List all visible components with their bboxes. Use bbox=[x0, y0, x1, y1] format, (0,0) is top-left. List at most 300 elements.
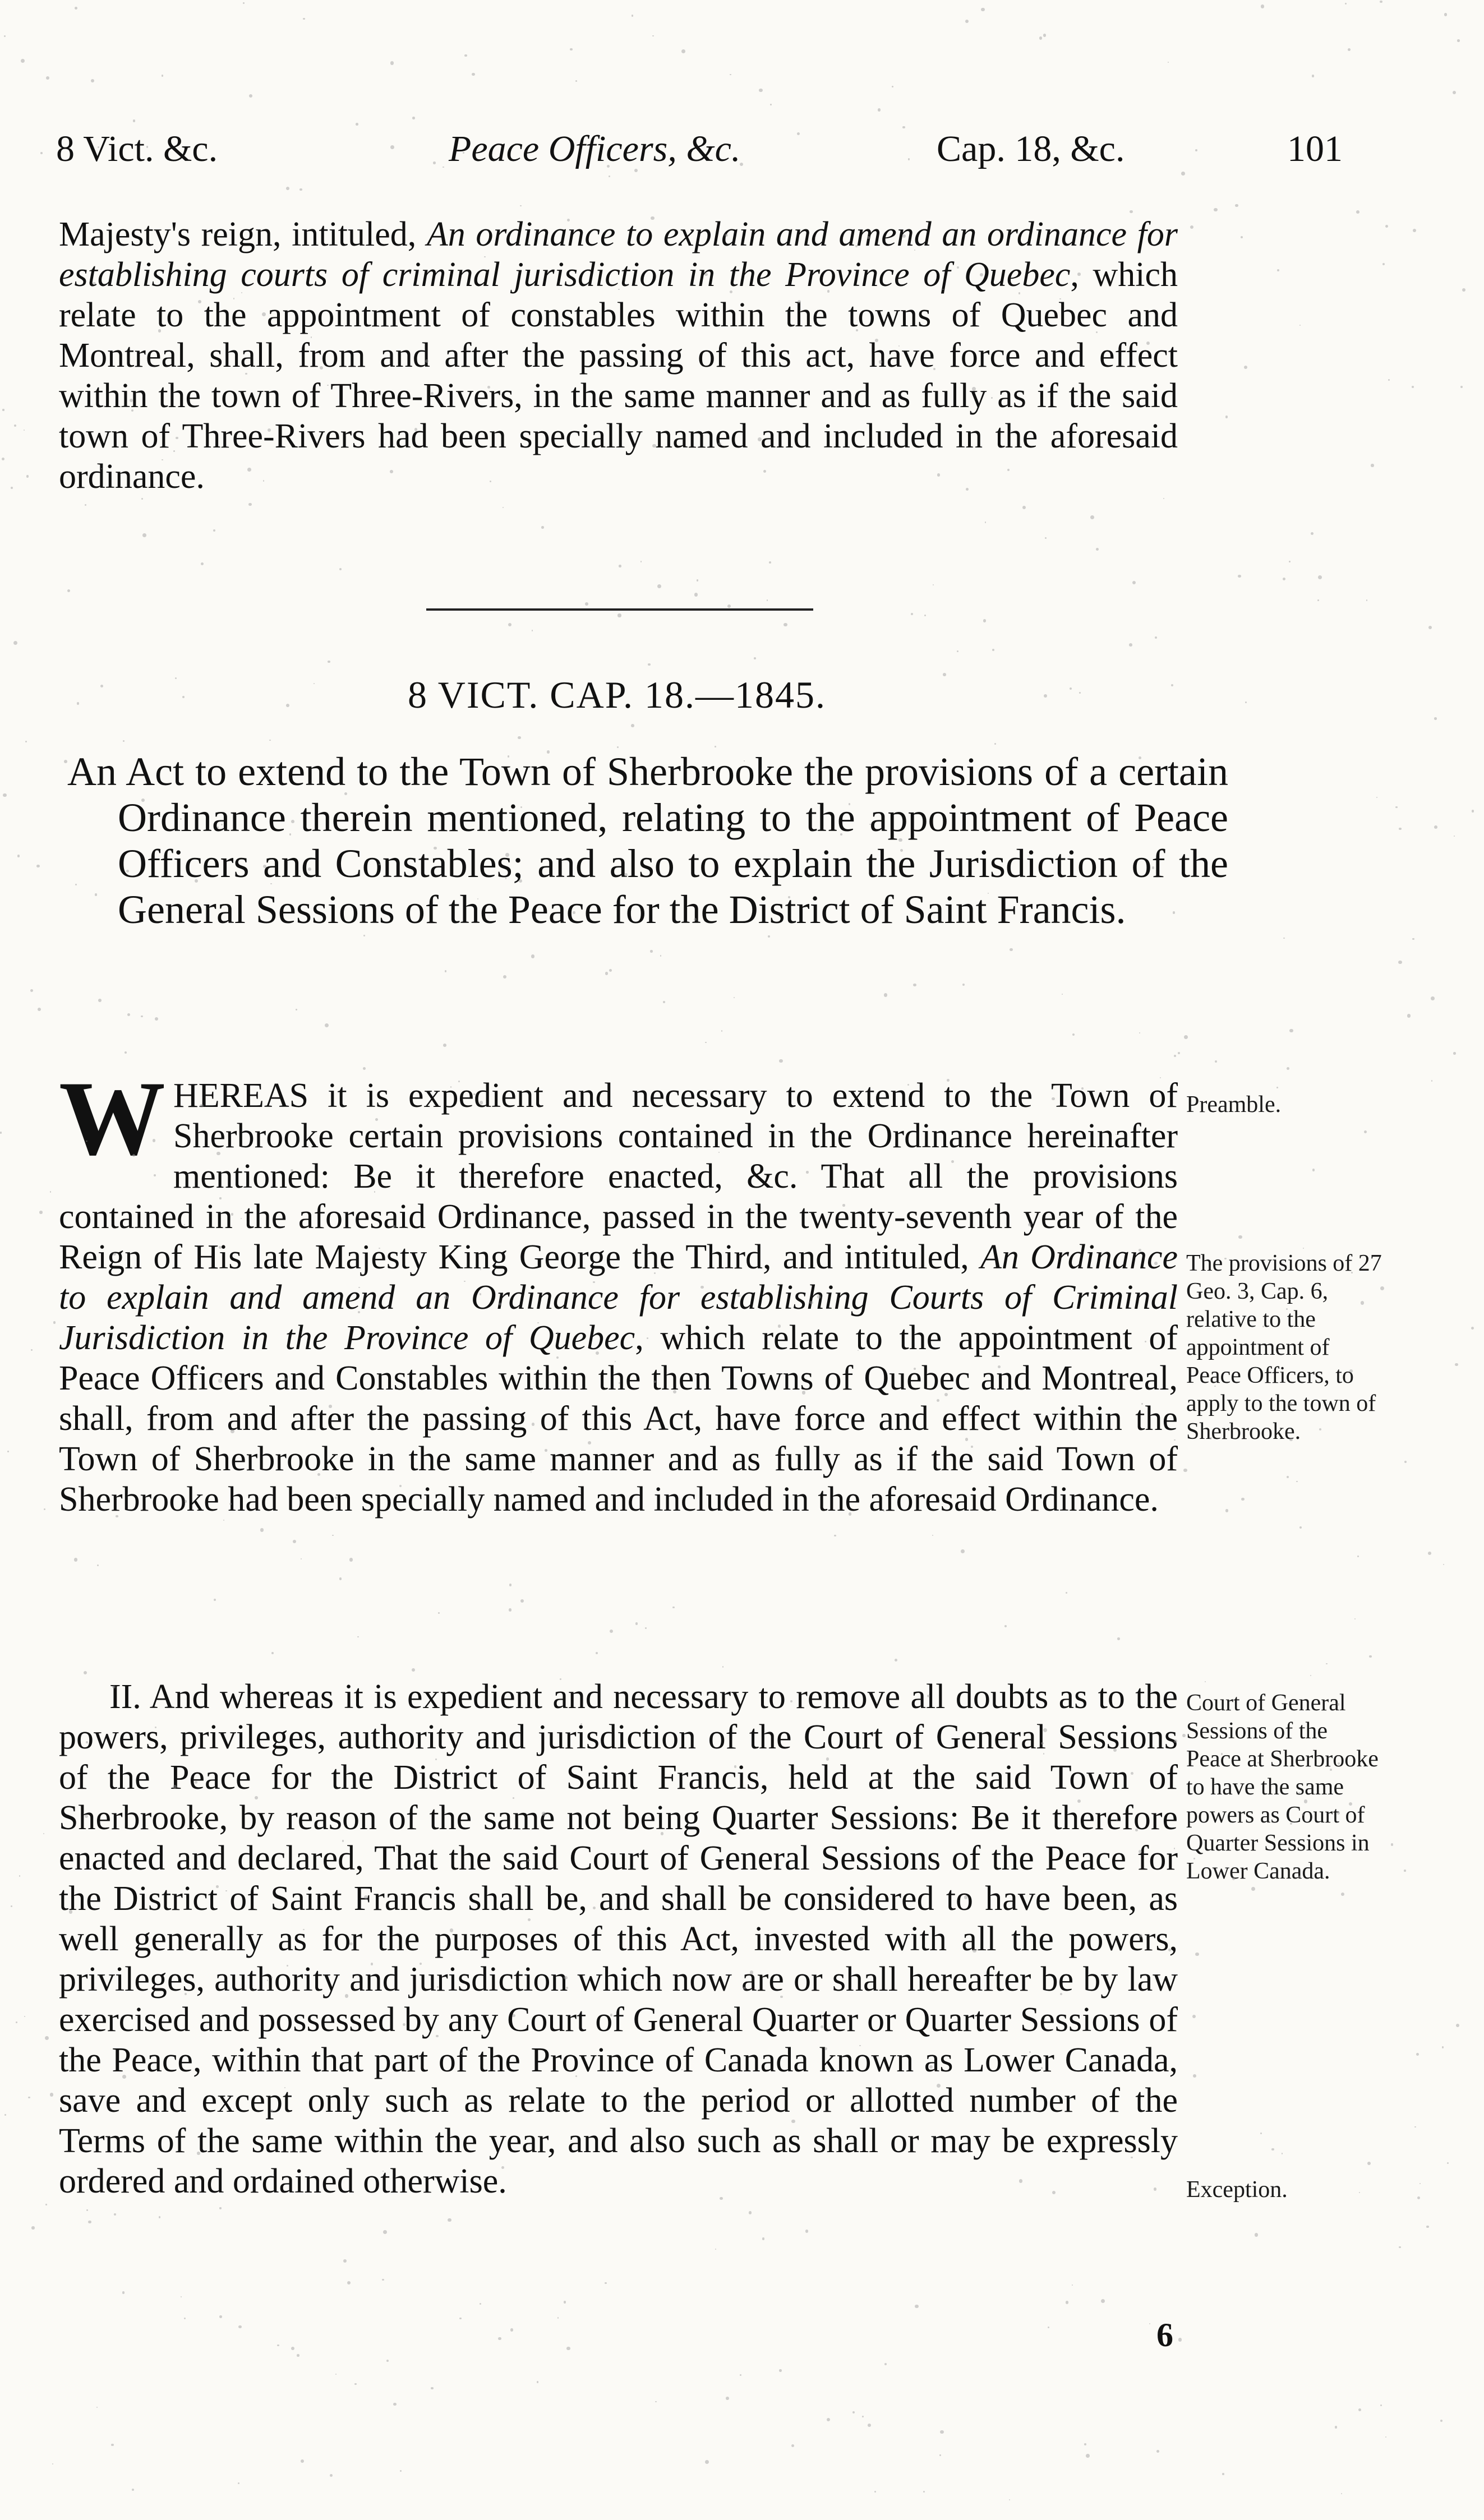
continuation-ordinance-title: An ordinance to explain and amend an ordinance for establishing courts of criminal jurisdiction in the Province of Quebec bbox=[59, 215, 1178, 294]
paper-speck bbox=[459, 2318, 461, 2319]
paper-speck bbox=[464, 1281, 465, 1282]
paper-speck bbox=[1168, 1949, 1171, 1951]
paper-speck bbox=[1131, 1772, 1133, 1775]
paper-speck bbox=[939, 2454, 941, 2456]
paper-speck bbox=[834, 1535, 836, 1536]
paper-speck bbox=[45, 2204, 47, 2205]
paper-speck bbox=[509, 1608, 512, 1612]
paper-speck bbox=[1283, 938, 1285, 939]
paper-speck bbox=[908, 158, 910, 160]
paper-speck bbox=[1357, 1556, 1359, 1557]
paper-speck bbox=[575, 2075, 577, 2077]
paper-speck bbox=[790, 1700, 792, 1702]
paper-speck bbox=[4, 35, 6, 37]
paper-speck bbox=[1462, 288, 1465, 292]
paper-speck bbox=[1086, 2454, 1090, 2458]
paper-speck bbox=[291, 820, 294, 823]
paper-speck bbox=[1453, 1052, 1456, 1055]
paper-speck bbox=[652, 444, 656, 448]
paper-speck bbox=[214, 1599, 216, 1601]
paper-speck bbox=[219, 1246, 222, 1249]
paper-speck bbox=[289, 833, 292, 836]
paper-speck bbox=[943, 673, 946, 676]
paper-speck bbox=[1149, 2323, 1150, 2324]
paper-speck bbox=[390, 145, 394, 149]
paper-speck bbox=[520, 806, 522, 808]
paper-speck bbox=[1312, 1169, 1315, 1171]
paper-speck bbox=[759, 89, 763, 93]
chapter-heading: 8 VICT. CAP. 18.—1845. bbox=[407, 673, 827, 716]
paper-speck bbox=[1178, 2338, 1182, 2342]
paper-speck bbox=[1348, 48, 1351, 51]
paper-speck bbox=[1428, 1552, 1431, 1555]
paper-speck bbox=[985, 521, 986, 523]
paper-speck bbox=[1455, 1363, 1458, 1367]
paper-speck bbox=[458, 1081, 460, 1082]
paper-speck bbox=[505, 878, 507, 879]
paper-speck bbox=[44, 1508, 46, 1511]
paper-speck bbox=[892, 86, 893, 87]
paper-speck bbox=[110, 2108, 111, 2109]
paper-speck bbox=[1214, 208, 1218, 212]
paper-speck bbox=[477, 898, 478, 899]
paper-speck bbox=[596, 1351, 599, 1355]
paper-speck bbox=[142, 533, 146, 537]
paper-speck bbox=[1380, 2404, 1382, 2406]
margin-note-preamble: Preamble. bbox=[1186, 1092, 1282, 1118]
paper-speck bbox=[1337, 1811, 1340, 1815]
paper-speck bbox=[95, 893, 97, 896]
paper-speck bbox=[763, 470, 766, 473]
paper-speck bbox=[557, 1332, 559, 1333]
paper-speck bbox=[269, 740, 270, 741]
paper-speck bbox=[1443, 1564, 1444, 1565]
paper-speck bbox=[1048, 2327, 1049, 2328]
paper-speck bbox=[243, 2, 245, 4]
paper-speck bbox=[1130, 210, 1133, 214]
paper-speck bbox=[965, 20, 969, 23]
paper-speck bbox=[725, 2013, 726, 2014]
paper-speck bbox=[1356, 210, 1359, 214]
paper-speck bbox=[223, 1520, 224, 1521]
paper-speck bbox=[762, 2237, 764, 2240]
paper-speck bbox=[518, 736, 521, 740]
paper-speck bbox=[1101, 2299, 1105, 2303]
paper-speck bbox=[75, 7, 77, 10]
paper-speck bbox=[1077, 273, 1080, 275]
paper-speck bbox=[734, 997, 735, 998]
paper-speck bbox=[293, 1540, 296, 1543]
paper-speck bbox=[508, 623, 511, 626]
paper-speck bbox=[619, 1382, 620, 1384]
paper-speck bbox=[69, 1910, 72, 1913]
paper-speck bbox=[784, 623, 787, 627]
paper-speck bbox=[567, 219, 570, 221]
paper-speck bbox=[463, 152, 464, 154]
paper-speck bbox=[727, 604, 731, 608]
paper-speck bbox=[363, 1067, 366, 1070]
paper-speck bbox=[1004, 1625, 1007, 1627]
paper-speck bbox=[1052, 2191, 1056, 2194]
paper-speck bbox=[778, 1324, 781, 1328]
paper-speck bbox=[788, 896, 790, 898]
paper-speck bbox=[859, 2045, 860, 2046]
paper-speck bbox=[632, 15, 633, 16]
paper-speck bbox=[277, 2344, 279, 2346]
paper-speck bbox=[575, 80, 577, 82]
paper-speck bbox=[1440, 2420, 1442, 2422]
paper-speck bbox=[219, 2207, 221, 2209]
paper-speck bbox=[1289, 1438, 1293, 1441]
paper-speck bbox=[308, 867, 311, 871]
paper-speck bbox=[1341, 2493, 1342, 2494]
paper-speck bbox=[797, 132, 800, 135]
paper-speck bbox=[520, 1599, 524, 1603]
paper-speck bbox=[1414, 2126, 1416, 2128]
paper-speck bbox=[767, 599, 768, 601]
paper-speck bbox=[393, 2403, 397, 2406]
paper-speck bbox=[1163, 498, 1164, 499]
paper-speck bbox=[299, 188, 302, 191]
paper-speck bbox=[520, 205, 521, 206]
paper-speck bbox=[610, 1630, 613, 1633]
paper-speck bbox=[86, 2209, 87, 2210]
paper-speck bbox=[648, 663, 650, 666]
paper-speck bbox=[1290, 1822, 1292, 1825]
paper-speck bbox=[1260, 2133, 1262, 2134]
paper-speck bbox=[11, 1905, 12, 1907]
paper-speck bbox=[1190, 225, 1193, 229]
paper-speck bbox=[1090, 515, 1094, 519]
paper-speck bbox=[1287, 1067, 1289, 1070]
paper-speck bbox=[730, 74, 731, 75]
paper-speck bbox=[510, 2328, 514, 2332]
paper-speck bbox=[36, 865, 40, 868]
paper-speck bbox=[1062, 994, 1063, 995]
paper-speck bbox=[973, 1949, 976, 1953]
paper-speck bbox=[1361, 1301, 1365, 1305]
paper-speck bbox=[414, 428, 417, 431]
paper-speck bbox=[181, 2296, 182, 2297]
paper-speck bbox=[923, 2491, 925, 2493]
paper-speck bbox=[46, 76, 49, 80]
paper-speck bbox=[1404, 1461, 1407, 1463]
paper-speck bbox=[349, 1942, 352, 1945]
paper-speck bbox=[1081, 403, 1082, 404]
paper-speck bbox=[704, 273, 708, 276]
paper-speck bbox=[1139, 1032, 1140, 1033]
paper-speck bbox=[390, 61, 394, 64]
paper-speck bbox=[1117, 1637, 1120, 1640]
paper-speck bbox=[1132, 581, 1136, 584]
paper-speck bbox=[438, 1612, 440, 1614]
paper-speck bbox=[271, 1652, 274, 1654]
paper-speck bbox=[1215, 1060, 1217, 1063]
paper-speck bbox=[1043, 34, 1046, 36]
paper-speck bbox=[390, 470, 393, 473]
paper-speck bbox=[342, 1840, 344, 1842]
paper-speck bbox=[951, 860, 952, 861]
paper-speck bbox=[284, 1378, 287, 1381]
paper-speck bbox=[1262, 1326, 1264, 1327]
paper-speck bbox=[981, 8, 985, 12]
paper-speck bbox=[1371, 464, 1374, 467]
paper-speck bbox=[537, 2381, 539, 2383]
paper-speck bbox=[1245, 701, 1247, 703]
paper-speck bbox=[435, 1759, 437, 1760]
paper-speck bbox=[1289, 561, 1291, 562]
paper-speck bbox=[884, 993, 888, 997]
paper-speck bbox=[1311, 532, 1314, 535]
paper-speck bbox=[1289, 1029, 1293, 1032]
paper-speck bbox=[111, 2444, 113, 2446]
paper-speck bbox=[1416, 2053, 1419, 2056]
paper-speck bbox=[17, 855, 20, 857]
paper-speck bbox=[1205, 1681, 1206, 1683]
paper-speck bbox=[123, 740, 125, 742]
paper-speck bbox=[663, 1001, 665, 1003]
paper-speck bbox=[284, 2087, 285, 2088]
paper-speck bbox=[573, 911, 575, 913]
preamble-paragraph bbox=[59, 1060, 1178, 1520]
paper-speck bbox=[791, 2444, 794, 2447]
paper-speck bbox=[1399, 2246, 1401, 2249]
paper-speck bbox=[400, 2470, 402, 2472]
paper-speck bbox=[1388, 379, 1390, 381]
paper-speck bbox=[219, 1197, 221, 1199]
paper-speck bbox=[769, 561, 771, 564]
paper-speck bbox=[436, 2035, 439, 2038]
paper-speck bbox=[983, 619, 987, 622]
paper-speck bbox=[437, 1986, 439, 1988]
paper-speck bbox=[146, 146, 148, 147]
paper-speck bbox=[393, 1225, 395, 1228]
paper-speck bbox=[85, 504, 86, 506]
paper-speck bbox=[911, 613, 914, 616]
drop-cap: W bbox=[59, 1060, 165, 1178]
paper-speck bbox=[779, 2369, 782, 2372]
paper-speck bbox=[862, 2416, 864, 2417]
paper-speck bbox=[297, 2354, 299, 2357]
paper-speck bbox=[233, 298, 235, 299]
paper-speck bbox=[827, 290, 829, 292]
paper-speck bbox=[52, 2463, 53, 2464]
running-header bbox=[56, 128, 1357, 190]
paper-speck bbox=[902, 234, 906, 238]
paper-speck bbox=[335, 1497, 337, 1499]
paper-speck bbox=[1192, 2015, 1196, 2018]
paper-speck bbox=[1354, 1618, 1356, 1619]
paper-speck bbox=[443, 1044, 446, 1047]
paper-speck bbox=[1428, 626, 1432, 629]
paper-speck bbox=[93, 282, 96, 285]
paper-speck bbox=[1431, 1080, 1432, 1081]
paper-speck bbox=[650, 950, 652, 952]
paper-speck bbox=[542, 1812, 546, 1816]
paper-speck bbox=[635, 1622, 638, 1625]
paper-speck bbox=[450, 1928, 454, 1932]
paper-speck bbox=[1312, 75, 1314, 77]
paper-speck bbox=[371, 1963, 373, 1965]
paper-speck bbox=[654, 1272, 656, 1274]
paper-speck bbox=[1282, 2153, 1283, 2154]
paper-speck bbox=[1184, 1035, 1188, 1039]
paper-speck bbox=[1299, 325, 1301, 326]
paper-speck bbox=[937, 473, 941, 477]
paper-speck bbox=[303, 18, 305, 20]
paper-speck bbox=[286, 187, 289, 190]
paper-speck bbox=[532, 1423, 534, 1425]
paper-speck bbox=[1345, 3, 1347, 4]
paper-speck bbox=[1351, 1272, 1353, 1273]
paper-speck bbox=[412, 117, 414, 119]
continuation-text-1: Majesty's reign, intituled, bbox=[59, 215, 427, 253]
paper-speck bbox=[86, 1741, 88, 1743]
paper-speck bbox=[1287, 1476, 1289, 1478]
paper-speck bbox=[809, 1301, 813, 1304]
paper-speck bbox=[768, 935, 770, 938]
paper-speck bbox=[1369, 1655, 1371, 1658]
paper-speck bbox=[631, 724, 634, 727]
paper-speck bbox=[705, 1042, 707, 1044]
margin-note-court: Court of General Sessions of the Peace at Sherbrooke to have the same powers as Court of Quarter Sessions in Lower Canada. bbox=[1186, 1690, 1379, 1884]
paper-speck bbox=[1155, 636, 1157, 639]
paper-speck bbox=[1139, 1850, 1142, 1853]
paper-speck bbox=[125, 1051, 127, 1054]
paper-speck bbox=[213, 529, 216, 532]
paper-speck bbox=[944, 1393, 948, 1396]
paper-speck bbox=[1154, 1262, 1158, 1265]
paper-speck bbox=[519, 879, 522, 883]
paper-speck bbox=[1434, 717, 1437, 720]
paper-speck bbox=[461, 2052, 463, 2055]
paper-speck bbox=[1349, 1369, 1353, 1373]
continuation-paragraph bbox=[59, 214, 1178, 497]
paper-speck bbox=[605, 972, 609, 975]
paper-speck bbox=[1072, 1033, 1075, 1036]
paper-speck bbox=[271, 1977, 273, 1978]
paper-speck bbox=[509, 1584, 512, 1586]
paper-speck bbox=[1298, 1876, 1301, 1878]
paper-speck bbox=[1178, 1052, 1181, 1055]
paper-speck bbox=[1367, 2162, 1371, 2166]
paper-speck bbox=[354, 2383, 356, 2385]
paper-speck bbox=[758, 437, 761, 441]
paper-speck bbox=[957, 650, 958, 652]
paper-speck bbox=[247, 468, 251, 472]
paper-speck bbox=[913, 984, 916, 986]
paper-speck bbox=[1029, 2051, 1031, 2053]
paper-speck bbox=[998, 1365, 1001, 1368]
paper-speck bbox=[347, 2281, 351, 2285]
paper-speck bbox=[249, 94, 252, 98]
paper-speck bbox=[673, 1390, 676, 1393]
paper-speck bbox=[50, 1191, 52, 1193]
paper-speck bbox=[842, 1204, 845, 1206]
paper-speck bbox=[875, 339, 878, 342]
paper-speck bbox=[484, 256, 486, 258]
margin-note-exception: Exception. bbox=[1186, 2177, 1288, 2203]
paper-speck bbox=[221, 824, 223, 825]
paper-speck bbox=[343, 2259, 347, 2263]
paper-speck bbox=[1241, 236, 1243, 238]
paper-speck bbox=[1060, 1993, 1062, 1995]
paper-speck bbox=[40, 152, 43, 154]
paper-speck bbox=[647, 1337, 648, 1339]
paper-speck bbox=[624, 873, 627, 876]
paper-speck bbox=[715, 746, 716, 747]
paper-speck bbox=[201, 562, 204, 565]
paper-speck bbox=[325, 1023, 329, 1027]
paper-speck bbox=[1453, 91, 1456, 94]
paper-speck bbox=[248, 503, 251, 506]
paper-speck bbox=[541, 526, 544, 529]
paper-speck bbox=[1413, 229, 1417, 233]
paper-speck bbox=[1326, 1663, 1328, 1665]
paper-speck bbox=[1041, 2067, 1043, 2069]
paper-speck bbox=[96, 2407, 98, 2408]
paper-speck bbox=[503, 975, 506, 979]
paper-speck bbox=[740, 2374, 741, 2376]
paper-speck bbox=[88, 2221, 91, 2223]
paper-speck bbox=[133, 119, 135, 122]
paper-speck bbox=[860, 1937, 863, 1940]
paper-speck bbox=[26, 475, 29, 477]
paper-speck bbox=[1066, 2301, 1068, 2304]
paper-speck bbox=[84, 1671, 87, 1674]
paper-speck bbox=[173, 1785, 177, 1789]
paper-speck bbox=[1444, 13, 1448, 16]
paper-speck bbox=[1454, 836, 1455, 837]
paper-speck bbox=[1009, 2499, 1010, 2500]
paper-speck bbox=[961, 1549, 965, 1553]
paper-speck bbox=[545, 1173, 546, 1174]
paper-speck bbox=[827, 2418, 830, 2421]
paper-speck bbox=[344, 792, 347, 795]
paper-speck bbox=[122, 2291, 125, 2293]
paper-speck bbox=[657, 584, 661, 588]
paper-speck bbox=[1077, 1799, 1081, 1803]
paper-speck bbox=[345, 1994, 349, 1998]
paper-speck bbox=[327, 385, 328, 386]
paper-speck bbox=[1084, 2443, 1086, 2445]
paper-speck bbox=[1472, 810, 1474, 813]
paper-speck bbox=[580, 1723, 582, 1725]
section-divider bbox=[426, 608, 813, 611]
paper-speck bbox=[1296, 1481, 1297, 1482]
paper-speck bbox=[779, 1059, 783, 1063]
paper-speck bbox=[200, 1104, 204, 1108]
paper-speck bbox=[817, 1295, 821, 1299]
paper-speck bbox=[962, 984, 965, 986]
paper-speck bbox=[940, 2430, 944, 2434]
paper-speck bbox=[1129, 643, 1132, 647]
paper-speck bbox=[1160, 1077, 1161, 1078]
paper-speck bbox=[593, 1907, 596, 1909]
paper-speck bbox=[1399, 828, 1401, 830]
paper-speck bbox=[1010, 948, 1013, 952]
paper-speck bbox=[1366, 599, 1367, 601]
paper-speck bbox=[1081, 1087, 1084, 1090]
paper-speck bbox=[512, 2014, 515, 2017]
paper-speck bbox=[39, 1211, 42, 1213]
paper-speck bbox=[1302, 1813, 1304, 1816]
paper-speck bbox=[557, 2317, 559, 2319]
paper-speck bbox=[25, 741, 27, 742]
paper-speck bbox=[596, 1652, 598, 1654]
paper-speck bbox=[1195, 1953, 1199, 1956]
paper-speck bbox=[1299, 1526, 1302, 1529]
